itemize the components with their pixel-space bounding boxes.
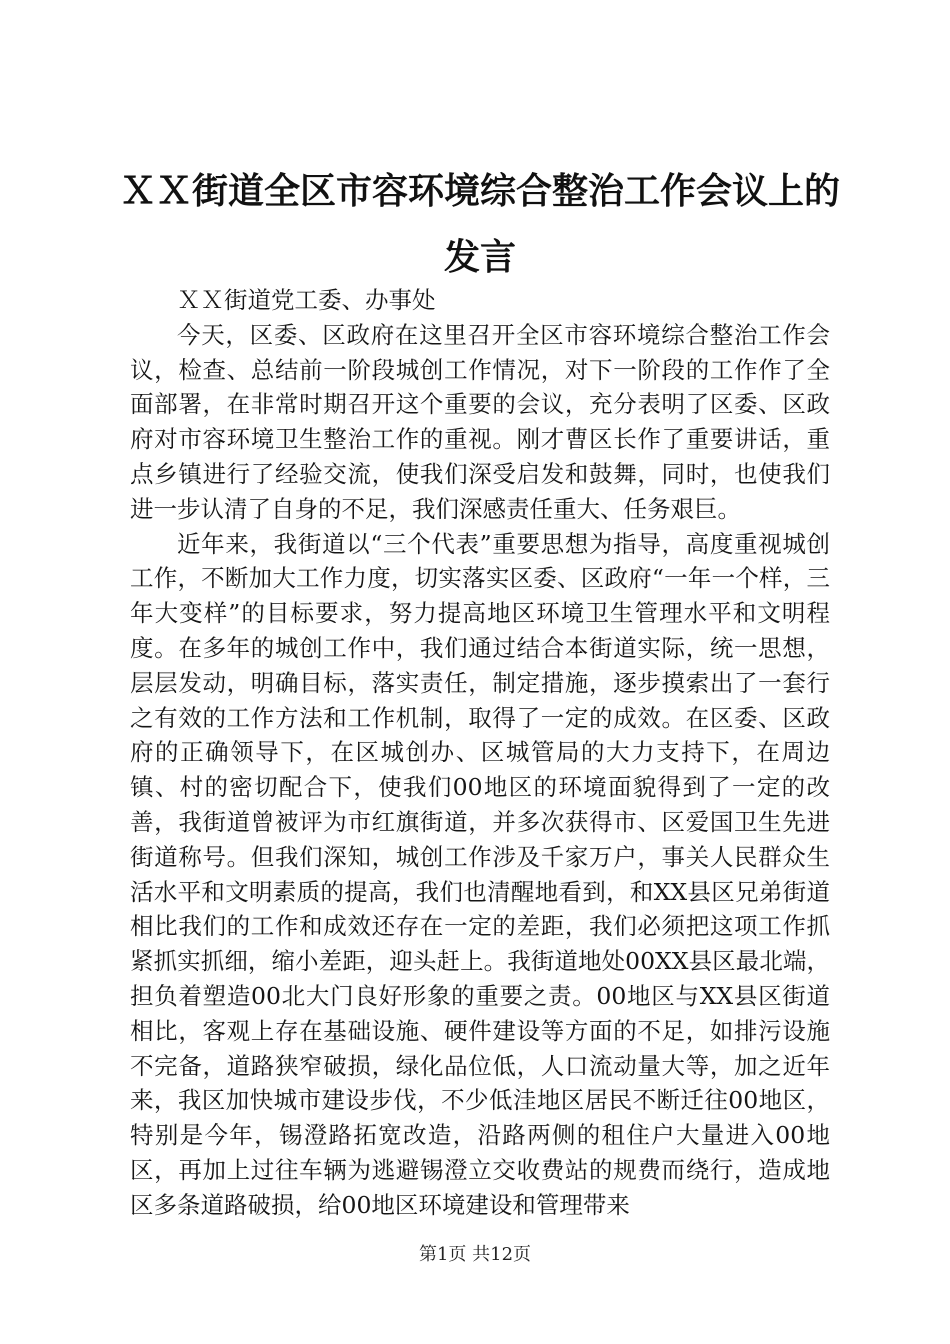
sender-line: ＸＸ街道党工委、办事处 [177, 286, 436, 314]
document-body [130, 283, 830, 1223]
body-paragraph-2: 近年来，我街道以“三个代表”重要思想为指导，高度重视城创工作，不断加大工作力度，切实落实区委、区政府“一年一个样，三年大变样”的目标要求，努力提高地区环境卫生管理水平和文明程度。在多年的城创工作中，我们通过结合本街道实际，统一思想，层层发动，明确目标，落实责任，制定措施，逐步摸索出了一套行之有效的工作方法和工作机制，取得了一定的成效。在区委、区政府的正确领导下，在区城创办、区城管局的大力支持下，在周边镇、村的密切配合下，使我们00地区的环境面貌得到了一定的改善，我街道曾被评为市红旗街道，并多次获得市、区爱国卫生先进街道称号。但我们深知，城创工作涉及千家万户，事关人民群众生活水平和文明素质的提高，我们也清醒地看到，和XX县区兄弟街道相比我们的工作和成效还存在一定的差距，我们必须把这项工作抓紧抓实抓细，缩小差距，迎头赶上。我街道地处00XX县区最北端，担负着塑造00北大门良好形象的重要之责。00地区与XX县区街道相比，客观上存在基础设施、硬件建设等方面的不足，如排污设施不完备，道路狭窄破损，绿化品位低，人口流动量大等，加之近年来，我区加快城市建设步伐，不少低洼地区居民不断迁往00地区，特别是今年，锡澄路拓宽改造，沿路两侧的租住户大量进入00地区，再加上过往车辆为逃避锡澄立交收费站的规费而绕行，造成地区多条道路破损，给00地区环境建设和管理带来 [130, 529, 830, 1219]
body-paragraph-1: 今天，区委、区政府在这里召开全区市容环境综合整治工作会议，检查、总结前一阶段城创工作情况，对下一阶段的工作作了全面部署，在非常时期召开这个重要的会议，充分表明了区委、区政府对市容环境卫生整治工作的重视。刚才曹区长作了重要讲话，重点乡镇进行了经验交流，使我们深受启发和鼓舞，同时，也使我们进一步认清了自身的不足，我们深感责任重大、任务艰巨。 [130, 320, 830, 523]
document-title: ＸＸ街道全区市容环境综合整治工作会议上的发言 [120, 170, 841, 278]
page-number: 第1页 共12页 [418, 1244, 532, 1265]
